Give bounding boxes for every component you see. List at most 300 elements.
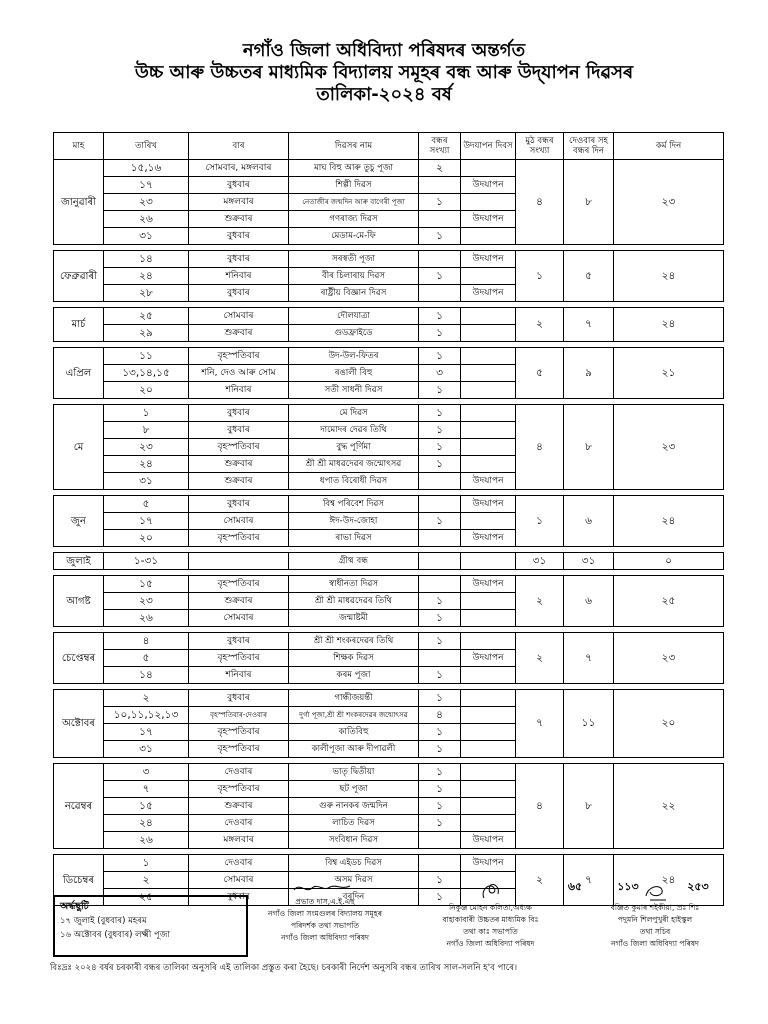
celebration-cell: উদযাপন xyxy=(461,832,516,849)
working-days-cell: ২৫ xyxy=(614,576,724,627)
total-holidays-cell: ৪ xyxy=(516,405,564,490)
celebration-cell xyxy=(461,308,516,325)
header-line-3: তালিকা-২০২৪ বৰ্ষ xyxy=(316,84,452,105)
signature-block-2 xyxy=(408,880,573,950)
working-days-cell: ২৪ xyxy=(614,496,724,547)
note-line-1: ১৭ জুলাই (বুধবাৰ) মহৰম xyxy=(60,916,147,926)
date-cell: ২৬ xyxy=(104,610,189,627)
date-cell: ২৩ xyxy=(104,194,189,211)
count-cell: ১ xyxy=(419,889,461,906)
celebration-cell xyxy=(461,456,516,473)
day-cell: বৃহস্পতিবাৰ xyxy=(189,650,289,667)
note-title: অৰ্দ্ধছুটি xyxy=(60,901,89,912)
day-cell: সোমবাৰ xyxy=(189,513,289,530)
month-cell: আগষ্ট xyxy=(54,576,104,627)
count-cell xyxy=(419,855,461,872)
table-row xyxy=(54,633,724,650)
count-cell: ১ xyxy=(419,405,461,422)
count-cell: ১ xyxy=(419,593,461,610)
day-cell: বুধবাৰ xyxy=(189,690,289,707)
holiday-name-cell: দুৰ্গা পূজা,শ্ৰী শ্ৰী শংকৰদেৱৰ জন্মোৎসৱ xyxy=(289,707,419,724)
holiday-name-cell: বিশ্ব এইডচ দিৱস xyxy=(289,855,419,872)
celebration-cell xyxy=(461,815,516,832)
count-cell: ১ xyxy=(419,781,461,798)
document-header xyxy=(0,40,768,106)
celebration-cell xyxy=(461,553,516,570)
date-cell: ২৬ xyxy=(104,832,189,849)
date-cell: ৩১ xyxy=(104,741,189,758)
celebration-cell xyxy=(461,610,516,627)
table-row xyxy=(54,348,724,365)
celebration-cell xyxy=(461,764,516,781)
working-days-cell: ২১ xyxy=(614,348,724,399)
working-days-cell: ২৪ xyxy=(614,308,724,342)
day-cell: বৃহস্পতিবাৰ xyxy=(189,781,289,798)
celebration-cell: উদযাপন xyxy=(461,496,516,513)
holiday-name-cell: শিক্ষক দিৱস xyxy=(289,650,419,667)
holiday-name-cell: শিল্পী দিৱস xyxy=(289,177,419,194)
signature-3-line-1: বঞ্জিত কুমাৰ শইকীয়া, প্ৰঃ শিঃ xyxy=(610,903,700,912)
count-cell xyxy=(419,211,461,228)
total-holidays-cell: ২ xyxy=(516,633,564,684)
date-cell: ২৬ xyxy=(104,211,189,228)
table-row xyxy=(54,308,724,325)
celebration-cell: উদযাপন xyxy=(461,576,516,593)
count-cell xyxy=(419,832,461,849)
count-cell xyxy=(419,473,461,490)
col-day: বাৰ xyxy=(189,133,289,160)
with-sundays-cell: ৬ xyxy=(564,496,614,547)
with-sundays-cell: ৮ xyxy=(564,160,614,245)
date-cell: ৮ xyxy=(104,422,189,439)
holiday-name-cell: উদ-উল-ফিতৰ xyxy=(289,348,419,365)
count-cell: ৪ xyxy=(419,707,461,724)
count-cell: ১ xyxy=(419,228,461,245)
holiday-name-cell: সৰস্বতী পূজা xyxy=(289,251,419,268)
signature-3-line-4: নগাঁও জিলা অধিবিদ্যা পৰিষদ xyxy=(611,939,699,948)
table-body xyxy=(54,160,724,906)
date-cell: ১৭ xyxy=(104,513,189,530)
total-holidays-cell: ৫ xyxy=(516,348,564,399)
date-cell: ১৫,১৬ xyxy=(104,160,189,177)
day-cell xyxy=(189,553,289,570)
day-cell: বুধবাৰ xyxy=(189,285,289,302)
date-cell: ১৭ xyxy=(104,724,189,741)
count-cell: ১ xyxy=(419,194,461,211)
day-cell: সোমবাৰ xyxy=(189,872,289,889)
count-cell: ৩ xyxy=(419,365,461,382)
day-cell: বুধবাৰ xyxy=(189,889,289,906)
total-holidays-cell: ৩১ xyxy=(516,553,564,570)
date-cell: ১৩,১৪,১৫ xyxy=(104,365,189,382)
day-cell: শনিবাৰ xyxy=(189,382,289,399)
table-row xyxy=(54,764,724,781)
count-cell: ১ xyxy=(419,422,461,439)
day-cell: বুধবাৰ xyxy=(189,422,289,439)
total-with-sundays: ১১৩ xyxy=(617,880,639,893)
date-cell: ১৪ xyxy=(104,251,189,268)
date-cell: ৭ xyxy=(104,781,189,798)
date-cell: ১ xyxy=(104,405,189,422)
date-cell: ১১ xyxy=(104,348,189,365)
day-cell: শুক্ৰবাৰ xyxy=(189,325,289,342)
total-holidays-cell: ৪ xyxy=(516,160,564,245)
table-row xyxy=(54,690,724,707)
col-date: তাৰিখ xyxy=(104,133,189,160)
day-cell: বুধবাৰ xyxy=(189,405,289,422)
working-days-cell: ০ xyxy=(614,553,724,570)
total-holidays-cell: ৪ xyxy=(516,764,564,849)
holiday-name-cell: মাঘ বিহু আৰু তুচু পূজা xyxy=(289,160,419,177)
signature-1-icon xyxy=(290,880,360,896)
day-cell: বৃহস্পতিবাৰ-দেওবাৰ xyxy=(189,707,289,724)
holiday-name-cell: গান্ধীজয়ন্তী xyxy=(289,690,419,707)
table-row xyxy=(54,251,724,268)
holiday-name-cell: ভাতৃ দ্বিতীয়া xyxy=(289,764,419,781)
signature-1-line-3: পৰিদৰ্শক তথা সভাপতি xyxy=(290,921,360,930)
day-cell: বুধবাৰ xyxy=(189,251,289,268)
date-cell: ১৫ xyxy=(104,798,189,815)
signature-2-line-4: নগাঁও জিলা অধিবিদ্যা পৰিষদ xyxy=(446,939,535,948)
count-cell xyxy=(419,251,461,268)
count-cell: ১ xyxy=(419,513,461,530)
celebration-cell xyxy=(461,382,516,399)
count-cell: ১ xyxy=(419,439,461,456)
date-cell: ১ xyxy=(104,855,189,872)
holiday-name-cell: মেডাম-মে-ফি xyxy=(289,228,419,245)
day-cell: সোমবাৰ, মঙ্গলবাৰ xyxy=(189,160,289,177)
table-header-row xyxy=(54,133,724,160)
holiday-table xyxy=(53,132,724,906)
working-days-cell: ২৩ xyxy=(614,160,724,245)
date-cell: ৩১ xyxy=(104,228,189,245)
celebration-cell xyxy=(461,707,516,724)
month-cell: অক্টোবৰ xyxy=(54,690,104,758)
with-sundays-cell: ৫ xyxy=(564,251,614,302)
holiday-name-cell: ৰাষ্ট্ৰীয় বিজ্ঞান দিৱস xyxy=(289,285,419,302)
celebration-cell xyxy=(461,365,516,382)
holiday-name-cell: জন্মাষ্টমী xyxy=(289,610,419,627)
date-cell: ২০ xyxy=(104,530,189,547)
celebration-cell xyxy=(461,228,516,245)
signature-3-line-2: পদুমনি শিলপুখুৰী হাইস্কুল xyxy=(617,915,693,924)
footer-note: বিঃদ্ৰঃ ২০২৪ বৰ্ষৰ চৰকাৰী বন্ধৰ তালিকা অনুসৰি এই তালিকা প্ৰস্তুত কৰা হৈছে। চৰকাৰী নিৰ্দেশ অনুসৰি বন্ধৰ তাৰিখ সাল-সলনি হ'ব পাৰে। xyxy=(50,963,518,973)
date-cell: ২৫ xyxy=(104,308,189,325)
date-cell: ২৪ xyxy=(104,815,189,832)
with-sundays-cell: ৮ xyxy=(564,405,614,490)
day-cell: বৃহস্পতিবাৰ xyxy=(189,439,289,456)
day-cell: শুক্ৰবাৰ xyxy=(189,211,289,228)
working-days-cell: ২৩ xyxy=(614,633,724,684)
celebration-cell xyxy=(461,439,516,456)
signature-1-line-2: নগাঁও জিলা সংমগুলৰ বিদ্যালয় সমূহৰ xyxy=(268,909,382,918)
count-cell: ১ xyxy=(419,690,461,707)
date-cell: ২৩ xyxy=(104,439,189,456)
count-cell: ১ xyxy=(419,667,461,684)
with-sundays-cell: ৩১ xyxy=(564,553,614,570)
day-cell: শুক্ৰবাৰ xyxy=(189,798,289,815)
with-sundays-cell: ১১ xyxy=(564,690,614,758)
signature-block-1 xyxy=(240,880,410,944)
with-sundays-cell: ৭ xyxy=(564,633,614,684)
holiday-name-cell: দৌলযাত্ৰা xyxy=(289,308,419,325)
holiday-name-cell: ৰাভা দিৱস xyxy=(289,530,419,547)
header-line-2: উচ্চ আৰু উচ্চতৰ মাধ্যমিক বিদ্যালয় সমূহৰ বন্ধ আৰু উদ্‌যাপন দিৱসৰ xyxy=(134,62,634,83)
month-cell: জুন xyxy=(54,496,104,547)
table-row xyxy=(54,855,724,872)
holiday-name-cell: বৰদিন xyxy=(289,889,419,906)
day-cell: বুধবাৰ xyxy=(189,496,289,513)
col-with-sundays: দেওবাৰ সহ বন্ধৰ দিন xyxy=(564,133,614,160)
date-cell: ২৯ xyxy=(104,325,189,342)
count-cell: ১ xyxy=(419,724,461,741)
col-count: বন্ধৰ সংখ্যা xyxy=(419,133,461,160)
total-holidays-cell: ১ xyxy=(516,496,564,547)
col-celebration: উদযাপন দিবস xyxy=(461,133,516,160)
day-cell: বৃহস্পতিবাৰ xyxy=(189,530,289,547)
count-cell xyxy=(419,553,461,570)
holiday-name-cell: নেতাজীৰ জন্মদিন আৰু বাগেৰী পূজা xyxy=(289,194,419,211)
month-cell: নৱেম্বৰ xyxy=(54,764,104,849)
month-cell: জানুৱাৰী xyxy=(54,160,104,245)
signature-2-icon xyxy=(476,880,506,902)
total-working-days: ২৫৩ xyxy=(687,880,709,893)
table-row xyxy=(54,160,724,177)
table-row xyxy=(54,405,724,422)
count-cell: ১ xyxy=(419,815,461,832)
month-cell: চেপ্তেম্বৰ xyxy=(54,633,104,684)
month-cell: এপ্ৰিল xyxy=(54,348,104,399)
day-cell: বুধবাৰ xyxy=(189,633,289,650)
holiday-name-cell: বুদ্ধ পূৰ্ণিমা xyxy=(289,439,419,456)
celebration-cell xyxy=(461,633,516,650)
month-cell: ডিচেম্বৰ xyxy=(54,855,104,906)
holiday-name-cell: শ্ৰী শ্ৰী মাধৱদেৱৰ তিথি xyxy=(289,593,419,610)
holiday-name-cell: গুডফ্ৰাইডে xyxy=(289,325,419,342)
count-cell: ১ xyxy=(419,741,461,758)
date-cell: ২৫ xyxy=(104,889,189,906)
celebration-cell: উদযাপন xyxy=(461,285,516,302)
total-holidays-cell: ১ xyxy=(516,251,564,302)
date-cell: ৩ xyxy=(104,764,189,781)
col-total-holidays: মুঠ বন্ধৰ সংখ্যা xyxy=(516,133,564,160)
date-cell: ৪ xyxy=(104,633,189,650)
signature-2-line-2: বাহাকাবাৰী উচ্চতৰ মাধ্যমিক বিঃ xyxy=(442,915,539,924)
date-cell: ৩১ xyxy=(104,473,189,490)
date-cell: ৫ xyxy=(104,650,189,667)
signature-2-line-3: তথা কাঃ সভাপতি xyxy=(463,927,518,936)
month-cell: ফেব্ৰুৱাৰী xyxy=(54,251,104,302)
col-month: মাহ xyxy=(54,133,104,160)
table-row xyxy=(54,576,724,593)
date-cell: ২৩ xyxy=(104,593,189,610)
day-cell: বুধবাৰ xyxy=(189,177,289,194)
signature-2-line-1: নিকুঞ্জ মোহন কলিতা,অধ্যক্ষ xyxy=(449,903,532,912)
count-cell: ২ xyxy=(419,160,461,177)
table-row xyxy=(54,553,724,570)
day-cell: দেওবাৰ xyxy=(189,815,289,832)
count-cell: ১ xyxy=(419,872,461,889)
celebration-cell xyxy=(461,798,516,815)
date-cell: ২৪ xyxy=(104,456,189,473)
total-holidays-cell: ২ xyxy=(516,855,564,906)
celebration-cell: উদযাপন xyxy=(461,177,516,194)
count-cell: ১ xyxy=(419,348,461,365)
note-line-2: ১৬ অক্টোবৰ (বুধবাৰ) লক্ষ্মী পূজা xyxy=(60,930,170,940)
holiday-name-cell: ৰঙালী বিহু xyxy=(289,365,419,382)
count-cell: ১ xyxy=(419,308,461,325)
celebration-cell xyxy=(461,348,516,365)
date-cell: ২৮ xyxy=(104,285,189,302)
working-days-cell: ২৪ xyxy=(614,251,724,302)
holiday-name-cell: গণৰাজ্য দিৱস xyxy=(289,211,419,228)
count-cell: ১ xyxy=(419,764,461,781)
working-days-cell: ২৪ xyxy=(614,855,724,906)
date-cell: ৫ xyxy=(104,496,189,513)
celebration-cell: উদযাপন xyxy=(461,251,516,268)
date-cell: ১০,১১,১২,১৩ xyxy=(104,707,189,724)
celebration-cell xyxy=(461,325,516,342)
holiday-name-cell: ঈদ-উদ-জোহা xyxy=(289,513,419,530)
working-days-cell: ২০ xyxy=(614,690,724,758)
holiday-name-cell: বীৰ চিলাৰায় দিৱস xyxy=(289,268,419,285)
day-cell: শুক্ৰবাৰ xyxy=(189,473,289,490)
day-cell: শনি, দেও আৰু সোম xyxy=(189,365,289,382)
holiday-name-cell: গ্ৰীষ্ম বন্ধ xyxy=(289,553,419,570)
day-cell: শনিবাৰ xyxy=(189,667,289,684)
with-sundays-cell: ৯ xyxy=(564,348,614,399)
col-name: দিৱসৰ নাম xyxy=(289,133,419,160)
with-sundays-cell: ৮ xyxy=(564,764,614,849)
day-cell: বৃহস্পতিবাৰ xyxy=(189,348,289,365)
signature-1-line-1: প্ৰভাত দাস,এ.ই.এছ xyxy=(295,897,355,906)
signature-block-3 xyxy=(570,880,740,950)
celebration-cell xyxy=(461,405,516,422)
holiday-name-cell: শ্ৰী শ্ৰী শংকৰদেৱৰ তিথি xyxy=(289,633,419,650)
count-cell: ১ xyxy=(419,798,461,815)
holiday-name-cell: গুৰু নানকৰ জন্মদিন xyxy=(289,798,419,815)
count-cell xyxy=(419,530,461,547)
with-sundays-cell: ৭ xyxy=(564,855,614,906)
holiday-name-cell: সংবিধান দিৱস xyxy=(289,832,419,849)
holiday-name-cell: কাতিবিহু xyxy=(289,724,419,741)
day-cell: শনিবাৰ xyxy=(189,268,289,285)
date-cell: ১-৩১ xyxy=(104,553,189,570)
count-cell xyxy=(419,177,461,194)
holiday-name-cell: কালীপূজা আৰু দীপাৱলী xyxy=(289,741,419,758)
date-cell: ১৪ xyxy=(104,667,189,684)
celebration-cell: উদযাপন xyxy=(461,650,516,667)
table-row xyxy=(54,496,724,513)
holiday-name-cell: লাচিত দিৱস xyxy=(289,815,419,832)
half-holiday-note xyxy=(53,895,248,957)
celebration-cell: উদযাপন xyxy=(461,473,516,490)
count-cell: ১ xyxy=(419,610,461,627)
date-cell: ২ xyxy=(104,690,189,707)
count-cell: ১ xyxy=(419,382,461,399)
header-line-1: নগাঁও জিলা অধিবিদ্যা পৰিষদৰ অন্তৰ্গত xyxy=(242,40,526,61)
celebration-cell xyxy=(461,513,516,530)
day-cell: মঙ্গলবাৰ xyxy=(189,194,289,211)
celebration-cell xyxy=(461,781,516,798)
working-days-cell: ২৩ xyxy=(614,405,724,490)
day-cell: সোমবাৰ xyxy=(189,610,289,627)
holiday-name-cell: ছট পূজা xyxy=(289,781,419,798)
holiday-name-cell: মে দিৱস xyxy=(289,405,419,422)
date-cell: ১৫ xyxy=(104,576,189,593)
day-cell: দেওবাৰ xyxy=(189,855,289,872)
holiday-name-cell: স্বাধীনতা দিৱস xyxy=(289,576,419,593)
total-holidays: ৬৫ xyxy=(567,880,583,893)
holiday-name-cell: বিশ্ব পৰিবেশ দিৱস xyxy=(289,496,419,513)
date-cell: ২ xyxy=(104,872,189,889)
day-cell: বৃহস্পতিবাৰ xyxy=(189,724,289,741)
day-cell: শুক্ৰবাৰ xyxy=(189,456,289,473)
signature-1-line-4: নগাঁও জিলা অধিবিদ্যা পৰিষদ xyxy=(281,933,369,942)
count-cell xyxy=(419,285,461,302)
celebration-cell xyxy=(461,690,516,707)
count-cell: ১ xyxy=(419,325,461,342)
month-cell: মে xyxy=(54,405,104,490)
total-holidays-cell: ২ xyxy=(516,576,564,627)
holiday-name-cell: শ্ৰী শ্ৰী মাধৱদেৱৰ জন্মোৎসৱ xyxy=(289,456,419,473)
count-cell: ১ xyxy=(419,268,461,285)
total-holidays-cell: ২ xyxy=(516,308,564,342)
count-cell: ১ xyxy=(419,633,461,650)
count-cell: ১ xyxy=(419,456,461,473)
day-cell: বুধবাৰ xyxy=(189,228,289,245)
celebration-cell xyxy=(461,667,516,684)
date-cell: ২৪ xyxy=(104,268,189,285)
date-cell: ২০ xyxy=(104,382,189,399)
with-sundays-cell: ৭ xyxy=(564,308,614,342)
holiday-name-cell: অসম দিৱস xyxy=(289,872,419,889)
count-cell xyxy=(419,650,461,667)
celebration-cell xyxy=(461,724,516,741)
celebration-cell: উদযাপন xyxy=(461,530,516,547)
day-cell: সোমবাৰ xyxy=(189,308,289,325)
holiday-name-cell: সতী সাধনী দিৱস xyxy=(289,382,419,399)
working-days-cell: ২২ xyxy=(614,764,724,849)
celebration-cell xyxy=(461,268,516,285)
col-working-days: কৰ্ম দিন xyxy=(614,133,724,160)
day-cell: বৃহস্পতিবাৰ xyxy=(189,576,289,593)
holiday-name-cell: ধপাত বিৰোধী দিৱস xyxy=(289,473,419,490)
count-cell xyxy=(419,576,461,593)
day-cell: বৃহস্পতিবাৰ xyxy=(189,741,289,758)
month-cell: জুলাই xyxy=(54,553,104,570)
holiday-name-cell: কৰম পূজা xyxy=(289,667,419,684)
signature-3-line-3: তথা সচিব xyxy=(639,927,671,936)
celebration-cell xyxy=(461,593,516,610)
celebration-cell: উদযাপন xyxy=(461,211,516,228)
celebration-cell xyxy=(461,422,516,439)
day-cell: মঙ্গলবাৰ xyxy=(189,832,289,849)
total-holidays-cell: ৭ xyxy=(516,690,564,758)
celebration-cell xyxy=(461,741,516,758)
celebration-cell xyxy=(461,160,516,177)
day-cell: শুক্ৰবাৰ xyxy=(189,593,289,610)
day-cell: দেওবাৰ xyxy=(189,764,289,781)
holiday-name-cell: দামোদৰ দেৱৰ তিথি xyxy=(289,422,419,439)
count-cell xyxy=(419,496,461,513)
month-cell: মাৰ্চ xyxy=(54,308,104,342)
date-cell: ১৭ xyxy=(104,177,189,194)
with-sundays-cell: ৬ xyxy=(564,576,614,627)
signature-3-icon xyxy=(640,880,670,902)
celebration-cell xyxy=(461,194,516,211)
celebration-cell: উদযাপন xyxy=(461,855,516,872)
